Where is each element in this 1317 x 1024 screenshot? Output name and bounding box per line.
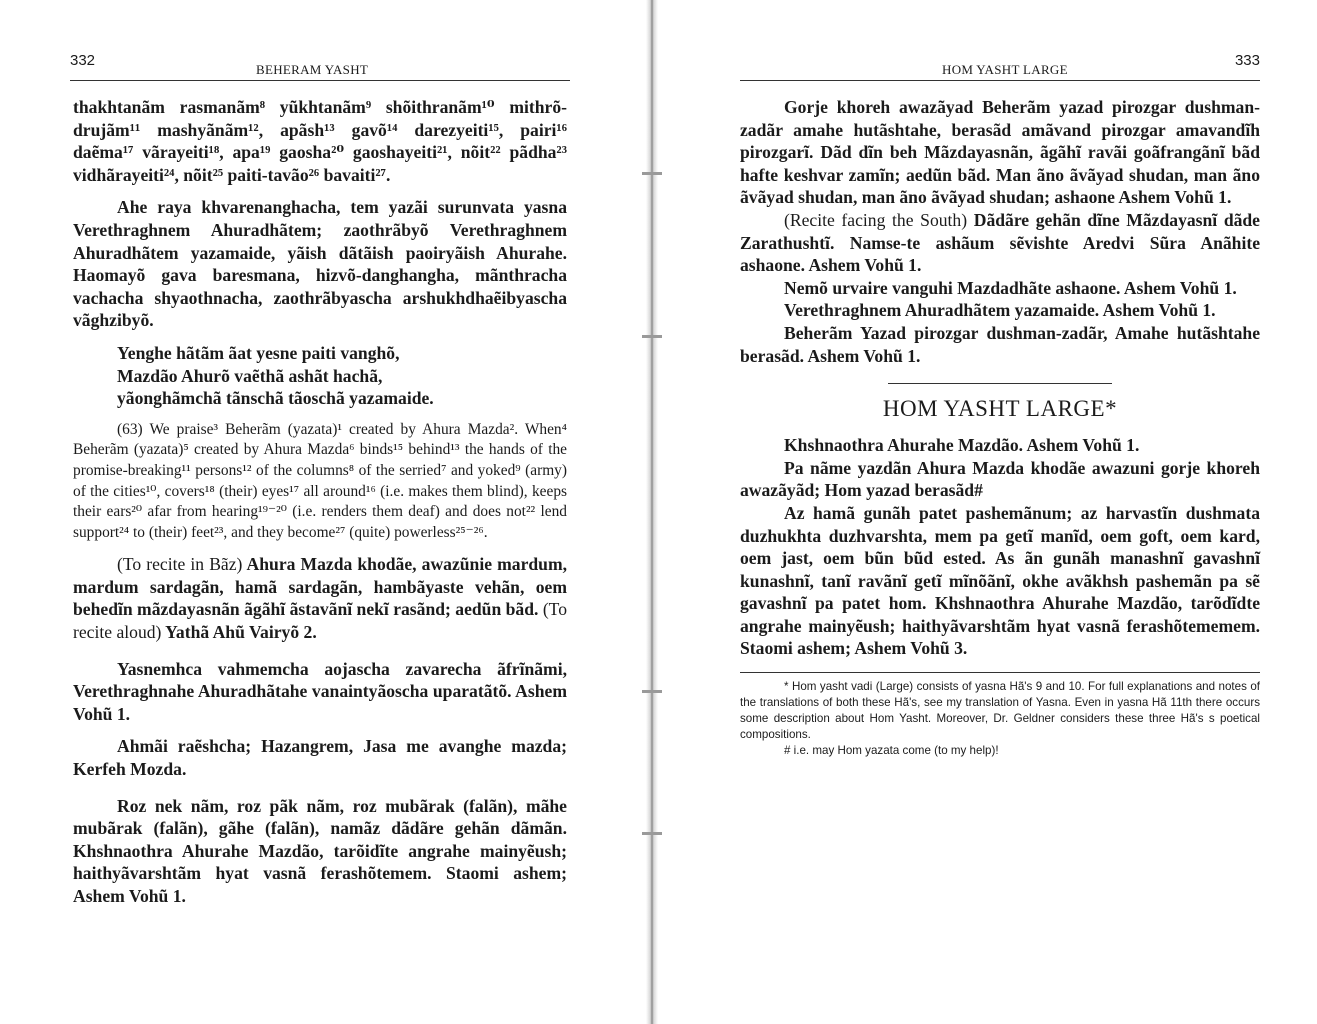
footnote: # i.e. may Hom yazata come (to my help)! [784, 744, 999, 758]
avestan-paragraph: Gorje khoreh awazãyad Beherãm yazad pirozgar dushman-zadãr amahe hutãshtahe, berasãd amãvand pirozgar amavandĩh pirozgarĩ. Dãd dĩn beh Mãzdayasnãn, ãgãhĩ ravãi goãfrangãnĩ bãd hafte keshvar zamĩn; aedũn bãd. Man ãno ãvãyad shudan, man ãno ãvãyad shudan, man ãno ãvãyad shudan; ashaone Ashem Vohũ 1. [740, 97, 1260, 208]
left-page-body [73, 96, 567, 908]
recitation-paragraph [740, 209, 1260, 277]
verse-line: Yenghe hãtãm ãat yesne paiti vanghõ, [117, 342, 400, 363]
recitation-instruction: (Recite facing the South) [784, 209, 968, 230]
avestan-paragraph: thakhtanãm rasmanãm⁸ yũkhtanãm⁹ shõithranãm¹⁰ mithrõ-drujãm¹¹ mashyãnãm¹², apãsh¹³ gavõ¹⁴ darezyeiti¹⁵, pairi¹⁶ daẽma¹⁷ vãrayeiti¹⁸, apa¹⁹ gaosha²⁰ gaoshayeiti²¹, nõit²² pãdha²³ vidhãrayeiti²⁴, nõit²⁵ paiti-tavão²⁶ bavaiti²⁷. [73, 97, 567, 185]
verse-line: yãonghãmchã tãnschã tãoschã yazamaide. [117, 388, 434, 409]
recitation-text: Dãdãre gehãn dĩne Mãzdayasnĩ dãde Zarathushtĩ. Namse-te ashãum sẽvishte Aredvi Sũra Anãhite ashaone. Ashem Vohũ 1. [740, 209, 1260, 276]
footnote-rule [740, 672, 1260, 673]
avestan-paragraph: Verethraghnem Ahuradhãtem yazamaide. Ashem Vohũ 1. [784, 300, 1216, 321]
section-title: HOM YASHT LARGE* [882, 396, 1118, 422]
recitation-instruction: (To recite aloud) [73, 599, 567, 643]
page-number: 333 [1234, 52, 1260, 69]
verse-line: Mazdão Ahurõ vaẽthã ashãt hachã, [117, 365, 383, 386]
running-head: HOM YASHT LARGE [942, 62, 1068, 77]
avestan-paragraph: Beherãm Yazad pirozgar dushman-zadãr, Amahe hutãshtahe berasãd. Ashem Vohũ 1. [740, 322, 1260, 366]
avestan-paragraph: Pa nãme yazdãn Ahura Mazda khodãe awazuni gorje khoreh awazãyãd; Hom yazad berasãd# [740, 457, 1260, 501]
recitation-instruction: (To recite in Bãz) [117, 554, 243, 575]
avestan-paragraph: Ahe raya khvarenanghacha, tem yazãi surunvata yasna Verethraghnem Ahuradhãtem; zaothrãbyõ Verethraghnem Ahuradhãtem yazamaide, yãish dãtãish paoiryãish Ahurahe. Haomayõ gava baresmana, hizvõ-danghangha, mãnthracha vachacha shyaothnacha, zaothrãbyascha arshukhdhaẽibyascha vãghzibyõ. [73, 197, 567, 331]
avestan-paragraph: Yasnemhca vahmemcha aojascha zavarecha ãfrĩnãmi, Verethraghnahe Ahuradhãtahe vanaintyãoscha uparatãtõ. Ashem Vohũ 1. [73, 658, 567, 724]
left-page [0, 0, 650, 1024]
right-page [652, 0, 1317, 1024]
avestan-paragraph: Roz nek nãm, roz pãk nãm, roz mubãrak (falãn), mãhe mubãrak (falãn), gãhe (falãn), namãz dãdãre gehãn dãmãn. Khshnaothra Ahurahe Mazdão, tarõidĩte angrahe mainyẽush; haithyãvarshtãm hyat vasnã ferashõtemem. Staomi ashem; Ashem Vohũ 1. [73, 795, 567, 906]
section-divider [888, 383, 1112, 384]
avestan-paragraph: Nemõ urvaire vanguhi Mazdadhãte ashaone. Ashem Vohũ 1. [784, 277, 1237, 298]
right-page-header [740, 52, 1260, 81]
recitation-text: Ahura Mazda khodãe, awazũnie mardum, mardum sardagãn, hamã sardagãn, hambãyaste vehãn, oem behedĩn mãzdayasnãn ãgãhĩ ãstavãnĩ nekĩ rasãnd; aedũn bãd. [73, 554, 568, 620]
recitation-text: Yathã Ahũ Vairyõ 2. [161, 622, 317, 643]
avestan-paragraph: Az hamã gunãh patet pashemãnum; az harvastĩn dushmata duzhukhta duzhvarshta, mem pa getĩ manĩd, oem goft, oem kard, oem jast, oem bũn bũd ested. As ãn gunãh manashnĩ gavashnĩ kunashnĩ, tanĩ ravãnĩ getĩ mĩnõãnĩ, okhe avãkhsh pashemãn pa sẽ gavashnĩ pa patet hom. Khshnaothra Ahurahe Mazdão, tarõdĩdte angrahe mainyẽush; haithyãvarshtãm hyat vasnã ferashõtememem. Staomi ashem; Ashem Vohũ 3. [740, 502, 1260, 659]
avestan-paragraph: Ahmãi raẽshcha; Hazangrem, Jasa me avanghe mazda; Kerfeh Mozda. [73, 736, 567, 780]
translation-paragraph: (63) We praise³ Beherãm (yazata)¹ created by Ahura Mazda². When⁴ Beherãm (yazata)⁵ created by Ahura Mazda⁶ binds¹⁵ behind¹³ the hands of the promise-breaking¹¹ persons¹² of the columns⁸ of the serried⁷ and yoked⁹ (army) of the cities¹⁰, covers¹⁸ (their) eyes¹⁷ all around¹⁶ (i.e. makes them blind), keeps their ears²⁰ afar from hearing¹⁹⁻²⁰ (i.e. renders them deaf) and does not²² lend support²⁴ to (their) feet²³, and they become²⁷ (quite) powerless²⁵⁻²⁶. [73, 420, 567, 541]
avestan-paragraph: Khshnaothra Ahurahe Mazdão. Ashem Vohũ 1. [784, 435, 1140, 456]
right-page-body [740, 96, 1260, 759]
recitation-paragraph [73, 553, 567, 643]
left-page-header [70, 52, 570, 81]
page-number: 332 [70, 52, 96, 69]
footnote: * Hom yasht vadi (Large) consists of yasna Hã's 9 and 10. For full explanations and notes of the translations of both these Hã's, see my translation of Yasna. Even in yasna Hã 11th there occurs some description about Hom Yasht. Moreover, Dr. Geldner considers these three Hã's s poetical compositions. [740, 680, 1260, 742]
running-head: BEHERAM YASHT [256, 62, 369, 77]
